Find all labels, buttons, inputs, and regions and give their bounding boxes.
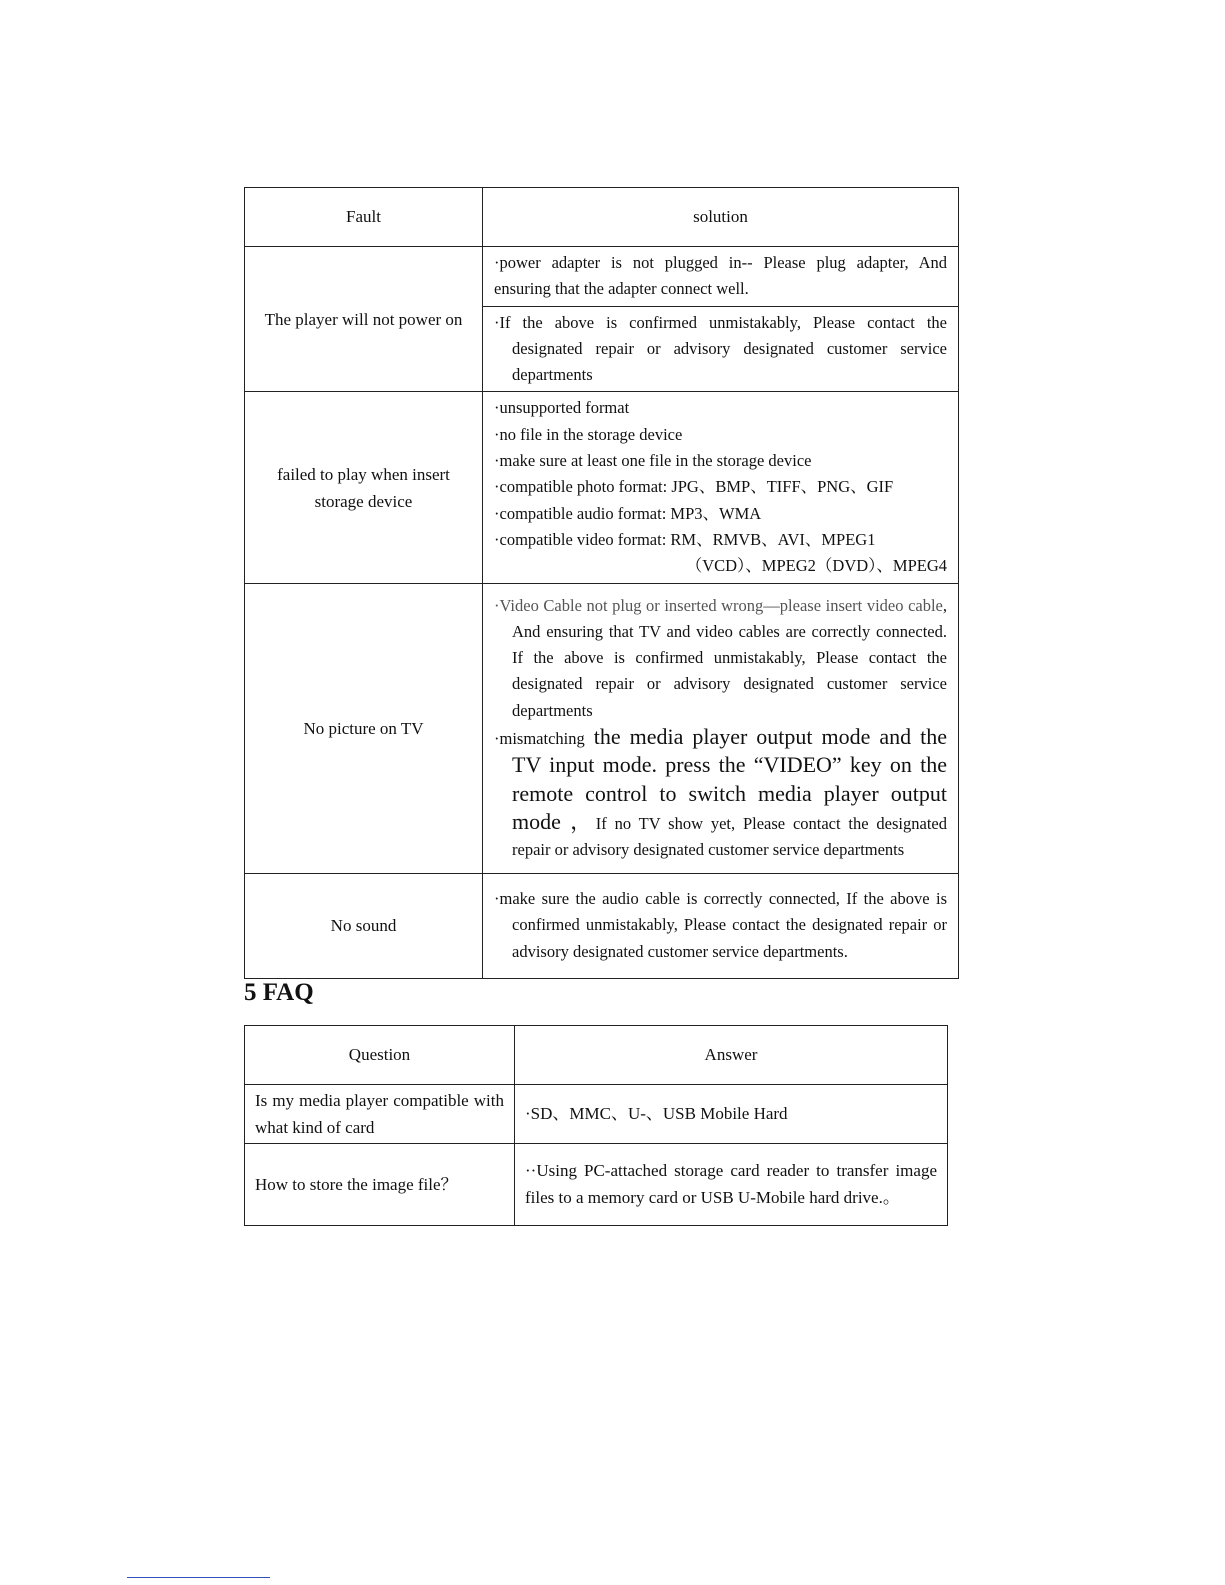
solution-text: ·make sure the audio cable is correctly connected, If the above is confirmed unmistakably, Please contact the designated repair or advisory designated customer service departments. <box>494 889 947 961</box>
header-solution: solution <box>483 188 959 247</box>
question-cell: Is my media player compatible with what kind of card <box>245 1085 515 1144</box>
list-item: ·make sure at least one file in the storage device <box>494 451 812 471</box>
answer-cell <box>515 1144 948 1226</box>
list-item: ·unsupported format <box>494 398 630 418</box>
troubleshooting-table <box>244 187 959 979</box>
solution-text-start: ·mismatching <box>494 729 585 749</box>
answer-text: ··Using PC-attached storage card reader to transfer image files to a memory card or USB U-Mobile hard drive.。 <box>525 1161 937 1207</box>
faq-table <box>244 1025 948 1226</box>
list-item: ·compatible video format: RM、RMVB、AVI、MPEG1 <box>494 529 876 549</box>
header-question: Question <box>245 1026 515 1085</box>
question-cell: How to store the image file？ <box>245 1144 515 1226</box>
table-row <box>245 247 959 307</box>
answer-cell: ·SD、MMC、U-、USB Mobile Hard <box>515 1085 948 1144</box>
solution-text-gray: ·Video Cable not plug or inserted wrong—please insert video cable <box>494 595 943 615</box>
list-item: ·no file in the storage device <box>494 424 683 444</box>
solution-cell <box>483 583 959 873</box>
fault-cell: The player will not power on <box>245 247 483 392</box>
fault-text: storage device <box>314 491 413 511</box>
table-row <box>245 583 959 873</box>
table-row <box>245 392 959 583</box>
header-answer: Answer <box>515 1026 948 1085</box>
solution-cell <box>483 306 959 392</box>
list-item: （VCD）、MPEG2（DVD）、MPEG4 <box>685 556 947 576</box>
solution-text: ·power adapter is not plugged in-- Please plug adapter, And ensuring that the adapter connect well. <box>494 253 947 299</box>
solution-text: ·If the above is confirmed unmistakably, Please contact the designated repair or advisory designated customer service departments <box>494 312 947 385</box>
solution-text <box>494 724 947 863</box>
table-row <box>245 873 959 978</box>
section-heading: 5 FAQ <box>244 979 314 1006</box>
solution-cell <box>483 873 959 978</box>
table-row <box>245 1144 948 1226</box>
list-item: ·compatible audio format: MP3、WMA <box>494 503 762 523</box>
solution-text-rest: , And ensuring that TV and video cables are correctly connected. If the above is confirmed unmistakably, Please contact the designated repair or advisory designated customer service departments <box>512 595 947 720</box>
solution-text <box>494 593 947 724</box>
header-fault: Fault <box>245 188 483 247</box>
solution-text-end: If no TV show yet, Please contact the designated repair or advisory designated customer service departments <box>512 813 947 860</box>
list-item: ·compatible photo format: JPG、BMP、TIFF、PNG、GIF <box>494 477 894 497</box>
fault-cell <box>245 392 483 583</box>
fault-cell: No picture on TV <box>245 583 483 873</box>
footnote-divider <box>127 1577 270 1578</box>
fault-cell: No sound <box>245 873 483 978</box>
solution-cell <box>483 392 959 583</box>
fault-text: failed to play when insert <box>277 464 450 484</box>
table-header-row <box>245 1026 948 1085</box>
solution-text-large: the media player output mode and the TV input mode. press the “VIDEO” key on the remote control to switch media player output mode ， <box>512 724 947 834</box>
solution-cell <box>483 247 959 307</box>
table-header-row <box>245 188 959 247</box>
table-row <box>245 1085 948 1144</box>
